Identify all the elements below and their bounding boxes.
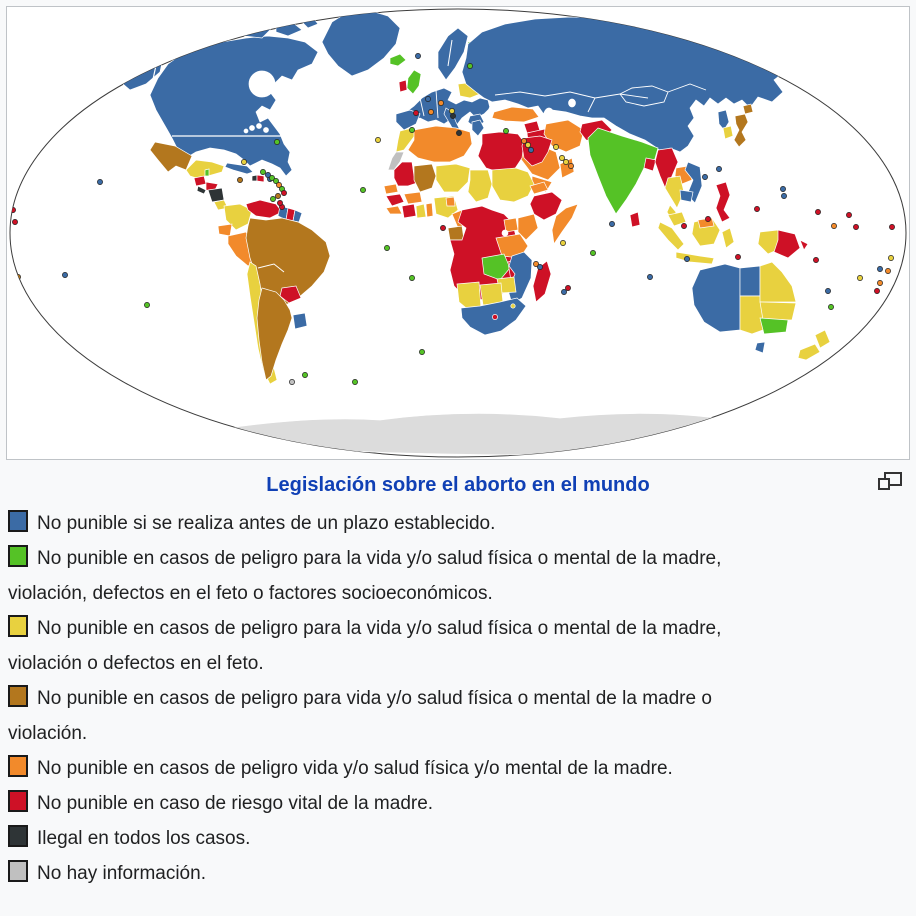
island-dot	[702, 174, 707, 179]
region-australia-nsw	[760, 302, 796, 320]
great-lakes	[244, 129, 248, 133]
island-dot	[289, 379, 294, 384]
island-dot	[467, 63, 472, 68]
island-dot	[275, 193, 280, 198]
island-dot	[456, 130, 461, 135]
island-dot	[521, 138, 526, 143]
world-map-image[interactable]	[6, 6, 910, 460]
region-lesotho	[492, 314, 497, 319]
island-dot	[560, 240, 565, 245]
region-australia-sa	[740, 296, 763, 334]
island-dot	[270, 196, 275, 201]
island-dot	[438, 100, 443, 105]
island-dot	[681, 223, 686, 228]
region-guatemala	[194, 176, 206, 186]
island-dot	[781, 193, 786, 198]
island-dot	[609, 221, 614, 226]
island-dot	[857, 275, 862, 280]
island-dot	[281, 190, 286, 195]
legend-item-red	[8, 786, 908, 821]
island-dot	[449, 108, 454, 113]
island-dot	[274, 139, 279, 144]
island-dot	[853, 224, 858, 229]
lake-victoria	[502, 230, 508, 236]
island-dot	[565, 285, 570, 290]
hudson-bay	[249, 71, 275, 97]
legend-swatch-green	[8, 545, 28, 567]
island-dot	[425, 96, 430, 101]
legend	[0, 506, 916, 891]
region-togo-benin	[426, 203, 433, 217]
aral-sea	[569, 99, 576, 107]
legend-label: No hay información.	[37, 863, 206, 884]
legend-item-brown	[8, 681, 908, 751]
region-dominican-republic	[257, 175, 264, 182]
great-lakes	[264, 128, 269, 133]
great-lakes	[250, 126, 255, 131]
island-dot	[815, 209, 820, 214]
region-japan-hokkaido	[743, 104, 753, 114]
island-dot	[553, 144, 558, 149]
island-dot	[877, 280, 882, 285]
magnify-icon-inner-square	[878, 478, 890, 490]
region-ireland	[399, 80, 407, 92]
region-ecuador	[218, 224, 232, 236]
region-swaziland	[511, 304, 515, 308]
legend-swatch-dark	[8, 825, 28, 847]
legend-label: No punible en casos de peligro para la vida y/o salud física o mental de la madre, violación, defectos en el feto o factores socioeconómicos.	[8, 548, 722, 604]
legend-swatch-brown	[8, 685, 28, 707]
region-belize	[205, 169, 209, 176]
island-dot	[503, 128, 508, 133]
legend-item-orange	[8, 751, 908, 786]
region-australia-nt	[740, 266, 760, 296]
island-dot	[384, 245, 389, 250]
region-nigeria-north	[446, 197, 455, 206]
legend-item-dark	[8, 821, 908, 856]
island-dot	[440, 225, 445, 230]
island-dot	[537, 264, 542, 269]
island-dot	[561, 289, 566, 294]
legend-item-yellow	[8, 611, 908, 681]
island-dot	[825, 288, 830, 293]
island-dot	[360, 187, 365, 192]
island-dot	[528, 147, 533, 152]
island-dot	[705, 216, 710, 221]
island-dot	[525, 142, 530, 147]
island-dot	[277, 200, 282, 205]
island-dot	[559, 155, 564, 160]
region-sri-lanka	[630, 212, 640, 227]
island-dot	[10, 207, 15, 212]
island-dot	[885, 268, 890, 273]
legend-swatch-orange	[8, 755, 28, 777]
island-dot	[97, 179, 102, 184]
island-dot	[877, 266, 882, 271]
region-gabon	[448, 226, 464, 240]
magnify-icon[interactable]	[878, 472, 900, 490]
island-dot	[780, 186, 785, 191]
legend-swatch-yellow	[8, 615, 28, 637]
island-dot	[889, 224, 894, 229]
region-senegal	[384, 184, 398, 194]
region-ivory-coast	[402, 204, 416, 218]
region-australia-vic	[760, 318, 788, 334]
island-dot	[260, 169, 265, 174]
island-dot	[831, 223, 836, 228]
legend-swatch-red	[8, 790, 28, 812]
region-haiti	[252, 175, 257, 181]
page	[0, 6, 916, 916]
legend-label: No punible en caso de riesgo vital de la madre.	[37, 793, 434, 814]
great-lakes	[257, 124, 262, 129]
island-dot	[716, 166, 721, 171]
island-dot	[846, 212, 851, 217]
region-algeria	[408, 126, 472, 162]
island-dot	[352, 379, 357, 384]
legend-label: No punible si se realiza antes de un plazo establecido.	[37, 513, 496, 534]
island-dot	[62, 272, 67, 277]
island-dot	[563, 159, 568, 164]
island-dot	[874, 288, 879, 293]
legend-item-blue	[8, 506, 908, 541]
island-dot	[735, 254, 740, 259]
island-dot	[828, 304, 833, 309]
region-uruguay	[293, 313, 307, 329]
region-ghana	[416, 204, 426, 218]
island-dot	[415, 53, 420, 58]
island-dot	[241, 159, 246, 164]
island-dot	[568, 163, 573, 168]
island-dot	[413, 110, 418, 115]
island-dot	[684, 256, 689, 261]
island-dot	[754, 206, 759, 211]
legend-swatch-blue	[8, 510, 28, 532]
island-dot	[12, 219, 17, 224]
island-dot	[375, 137, 380, 142]
island-dot	[590, 250, 595, 255]
island-dot	[302, 372, 307, 377]
caption-row	[0, 472, 916, 498]
island-dot	[144, 302, 149, 307]
island-dot	[409, 127, 414, 132]
legend-label: No punible en casos de peligro para vida y/o salud física o mental de la madre o violación.	[8, 688, 712, 744]
island-dot	[888, 255, 893, 260]
island-dot	[647, 274, 652, 279]
legend-item-gray	[8, 856, 908, 891]
legend-label: No punible en casos de peligro para la vida y/o salud física o mental de la madre, violación o defectos en el feto.	[8, 618, 722, 674]
legend-item-green	[8, 541, 908, 611]
legend-swatch-gray	[8, 860, 28, 882]
island-dot	[237, 177, 242, 182]
island-dot	[450, 113, 455, 118]
island-dot	[419, 349, 424, 354]
legend-label: No punible en casos de peligro vida y/o salud física y/o mental de la madre.	[37, 758, 673, 779]
legend-label: Ilegal en todos los casos.	[37, 828, 251, 849]
region-cambodia	[680, 190, 693, 202]
island-dot	[428, 109, 433, 114]
island-dot	[409, 275, 414, 280]
map-title: Legislación sobre el aborto en el mundo	[266, 474, 650, 496]
island-dot	[813, 257, 818, 262]
region-botswana	[480, 283, 503, 305]
